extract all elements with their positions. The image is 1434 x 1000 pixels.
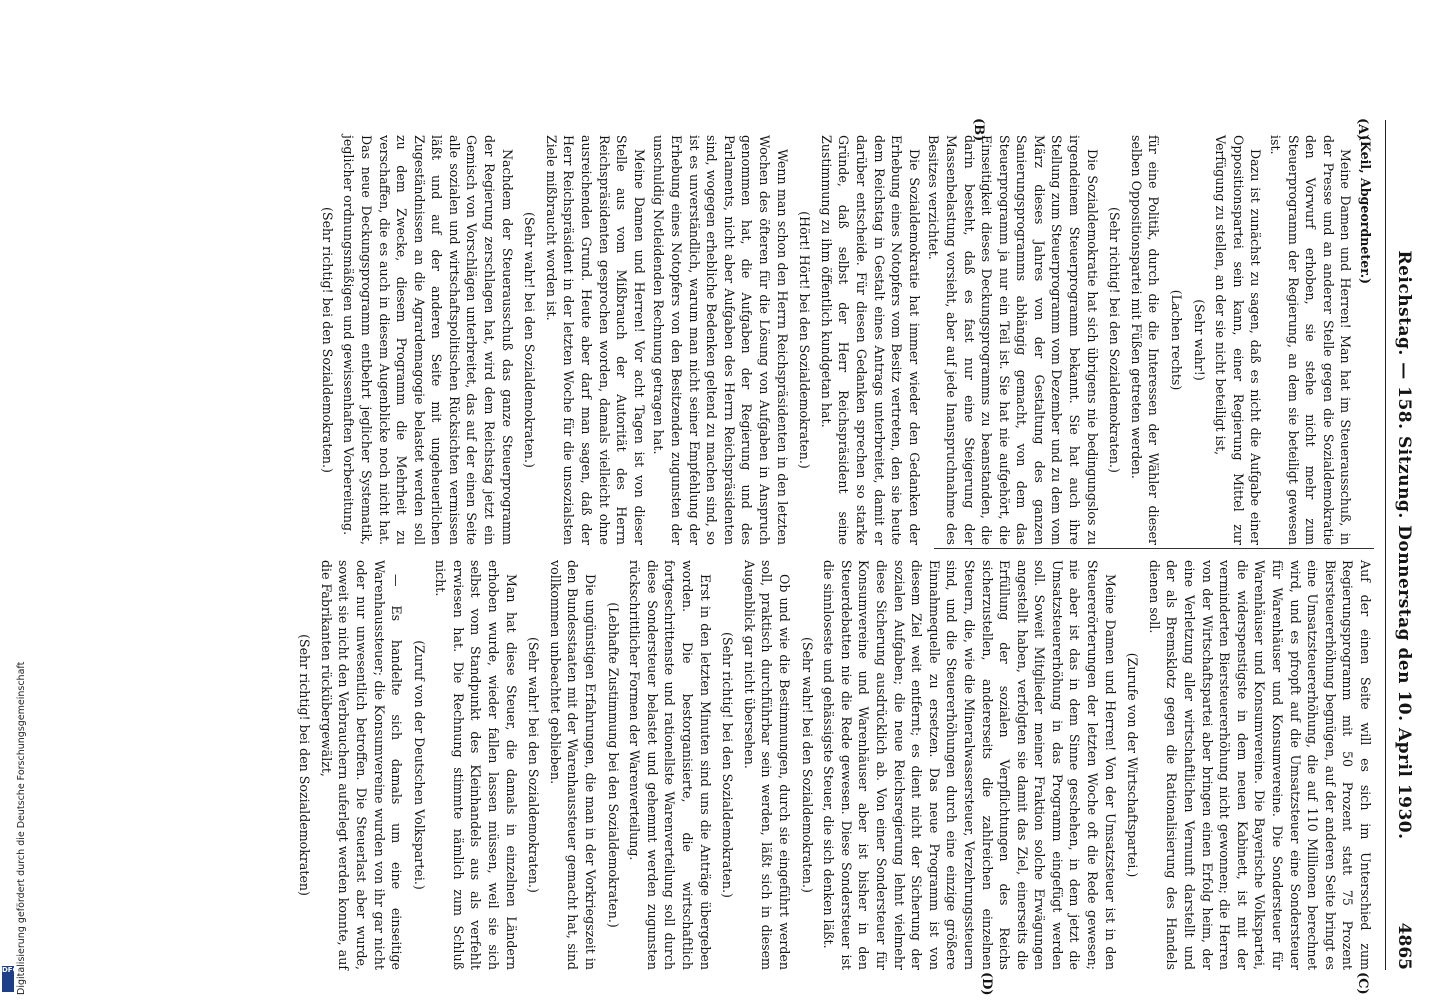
page-number: 4865 — [1394, 922, 1414, 970]
margin-letter-c: (C) — [1355, 972, 1370, 995]
margin-letter-d: (D) — [979, 972, 994, 996]
paragraph: Die Sozialdemokratie hat sich übrigens nie bedingungslos zu irgendeinem Steuerprogramm bekannt. Sie hat auch ihre Stellung zum Steuerprogramm vom Dezember und zu dem vom März dieses Jahres von der Gestaltung des ganzen Sanierungsprogramms abhängig gemacht, von dem das Steuerprogramm ja nur ein Teil ist. Sie hat nie aufgehört, die Einseitigkeit dieses Deckungsprogramms zu beanstanden, die darin besteht, daß es fast nur eine Steigerung der Massenbelastung vorsieht, aber auf jede Inanspruchnahme des Besitzes verzichtet. — [926, 135, 1100, 545]
paragraph: Meine Damen und Herren! Man hat im Steuerausschuß, in der Presse und an anderer Stelle gegen die Sozialdemokratie den Vorwurf erhoben, sie stehe nicht mehr zum Steuerprogramm der Regierung, an dem sie beteiligt gewesen ist. — [1268, 135, 1354, 545]
interjection: (Sehr richtig! bei den Sozialdemokraten.) — [319, 207, 335, 473]
paragraph: Die ungünstigen Erfahrungen, die man in der Vorkriegszeit in den Bundesstaaten mit der Warenhaussteuer gemacht hat, sind vollkommen unbeachtet geblieben. — [547, 560, 599, 970]
dfg-logo — [2, 966, 19, 992]
paragraph: Meine Damen und Herren! Von der Umsatzsteuer ist in den Steuererörterungen der letzten Woche oft die Rede gewesen; nie aber ist das in dem Sinne geschehen, in dem jetzt die Umsatzsteuererhöhung in das Programm eingefügt werden soll. Soweit Mitglieder meiner Fraktion solche Erwägungen angestellt haben, verfolgten sie damit das Ziel, einerseits die Erfüllung der sozialen Verpflichtungen des Reichs sicherzustellen, andererseits die zahlreichen einzelnen Steuern, die, wie die Mineralwassersteuer, Verzehrungssteuern sind, und die Steuererhöhungen durch eine einzige größere Einnahmequelle zu ersetzen. Das neue Programm ist von diesem Ziel weit entfernt; es dient nicht der Sicherung der sozialen Aufgaben; die neue Reichsregierung lehnt vielmehr diese Sicherung ausdrücklich ab. Von einer Sondersteuer für Konsumvereine und Warenhäuser aber ist bisher in den Steuerdebatten nie die Rede gewesen. Diese Sondersteuer ist die sinnloseste und gehässigste Steuer, die sich denken läßt. — [821, 560, 1118, 970]
interjection: (Lachen rechts) — [1169, 289, 1185, 391]
logo-text: DFG — [2, 966, 19, 974]
paragraph: — Es handelte sich damals um eine einseitige Warenhaussteuer; die Konsumvereine wurden von ihr gar nicht oder nur unwesentlich betroffen. Die Steuerlast aber wurde, soweit sie nicht den Verbrauchern auferlegt werden konnte, auf die Fabrikanten rückübergewälzt, — [318, 560, 405, 970]
paragraph: Nachdem der Steuerausschuß das ganze Steuerprogramm der Regierung zerschlagen hat, wird dem Reichstag jetzt ein Gemisch von Vorschlägen unterbreitet, das auf der einen Seite alle sozialen und wirtschaftspolitischen Rücksichten vermissen läßt und auf der anderen Seite mit ungeheuerlichen Zugeständnissen an die Agrardemagogie belastet werden soll zu dem Zwecke, diesem Programm die Mehrheit zu verschaffen, die es auch in diesem Augenblicke noch nicht hat. Das neue Deckungsprogramm entbehrt jeglicher Systematik, jeglicher ordnungsmäßigen und gewissenhaften Vorbereitung. — [341, 135, 515, 545]
interjection: (Zuruf von der Deutschen Volkspartei.) — [411, 640, 427, 890]
interjection: (Sehr richtig! bei den Sozialdemokraten.) — [1107, 207, 1123, 473]
margin-letter-b: (B) — [971, 118, 986, 142]
interjection: (Sehr wahr! bei den Sozialdemokraten.) — [522, 212, 538, 468]
paragraph: für eine Politik, durch die die Interessen der Wähler dieser selben Oppositionspartei mit Füßen getreten werden. — [1128, 135, 1162, 545]
paragraph: Ob und wie die Bestimmungen, durch sie eingeführt werden soll, praktisch durchführbar sein werden, läßt sich in diesem Augenblick gar nicht übersehen. — [741, 560, 792, 970]
column-divider — [934, 548, 1374, 549]
paragraph: Erst in den letzten Minuten sind uns die Anträge übergeben worden. Die bestorganisierte, die wirtschaftlich fortgeschrittenste und rationellste Warenverteilung soll durch diese Sondersteuer belastet und gehemmt werden zugunsten rückschrittlicher Formen der Warenverteilung. — [627, 560, 713, 970]
interjection: (Hört! Hört! bei den Sozialdemokraten.) — [797, 211, 813, 469]
paragraph: Auf der einen Seite will es sich im Unterschied zum Regierungsprogramm mit 50 Prozent statt 75 Prozent Biersteuererhöhung begnügen, auf der anderen Seite bringt es eine Umsatzsteuererhöhung, die auf 110 Millionen berechnet wird, und es pfropft auf die Umsatzsteuer eine Sondersteuer für Warenhäuser und Konsumvereine. Die Sondersteuer für Warenhäuser und Konsumvereine. Die Bayerische Volkspartei, die widerspenstigste in dem neuen Kabinett, ist mit der verminderten Biersteuererhöhung nicht gewonnen; die Herren von der Wirtschaftspartei aber bringen einen Erfolg heim, der eine Verletzung aller wirtschaftlichen Vernunft darstellt und der als Bremsklotz gegen die Rationalisierung des Handels dienen soll. — [1146, 560, 1373, 970]
running-header — [1385, 120, 1416, 970]
paragraph: Wenn man schon den Herrn Reichspräsidenten in den letzten Wochen des öfteren für die Lösung von Aufgaben in Anspruch genommen hat, die Aufgaben der Regierung und des Parlaments, nicht aber Aufgaben des Herrn Reichspräsidenten sind, wogegen erhebliche Bedenken geltend zu machen sind, so ist es unverständlich, warum man nicht seiner Empfehlung der Erhebung eines Notopfers von den Besitzenden zugunsten der unschuldig Notleidenden Rechnung getragen hat. — [651, 135, 790, 545]
right-column — [291, 560, 1374, 970]
interjection: (Zurufe von der Wirtschaftspartei.) — [1125, 652, 1141, 878]
paragraph: Meine Damen und Herren! Vor acht Tagen ist von dieser Stelle aus vom Mißbrauch der Autorität des Herrn Reichspräsidenten gesprochen worden, damals vielleicht ohne ausreichenden Grund. Heute aber darf man sagen, daß der Herr Reichspräsident in der letzten Woche für die unsozialsten Ziele mißbraucht worden ist. — [543, 135, 647, 545]
header-title: Reichstag. — 158. Sitzung. Donnerstag den 10. April 1930. — [1394, 250, 1414, 840]
digitization-credit — [2, 600, 27, 995]
speaker-name: (Keil, Abgeordneter.) — [1358, 135, 1373, 285]
interjection: (Sehr wahr!) — [1191, 299, 1207, 381]
paragraph: Die Sozialdemokratie hat immer wieder den Gedanken der Erhebung eines Notopfers vom Besitz vertreten, den sie heute dem Reichstag in Gestalt eines Antrags unterbreitet, damit er darüber entscheide. Für diesen Gedanken sprechen so starke Gründe, daß selbst der Herr Reichspräsident seine Zustimmung zu ihm öffentlich kundgetan hat. — [818, 135, 922, 545]
interjection: (Sehr richtig! bei den Sozialdemokraten) — [297, 634, 313, 896]
margin-letter-a: (A) — [1355, 118, 1370, 141]
paragraph: Dazu ist zunächst zu sagen, daß es nicht die Aufgabe einer Oppositionspartei sein kann, einer Regierung Mittel zur Verfügung zu stellen, an der sie nicht beteiligt ist, — [1213, 135, 1264, 545]
interjection: (Sehr richtig! bei den Sozialdemokraten.) — [720, 632, 736, 898]
rotated-page-content — [54, 0, 1434, 1000]
left-column — [313, 135, 1374, 545]
interjection: (Sehr wahr! bei den Sozialdemokraten.) — [526, 637, 542, 893]
interjection: (Sehr wahr! bei den Sozialdemokraten.) — [799, 637, 815, 893]
credit-text: Digitalisierung gefördert durch die Deutsche Forschungsgemeinschaft — [16, 661, 27, 995]
interjection: (Lebhafte Zustimmung bei den Sozialdemokraten.) — [605, 602, 621, 928]
paragraph: Man hat diese Steuer, die damals in einzelnen Ländern erhoben wurde, wieder fallen lassen müssen, weil sie sich selbst vom Standpunkt des Kleinhandels aus als verfehlt erwiesen hat. Die Rechnung stimmte nämlich zum Schluß nicht. — [433, 560, 519, 970]
